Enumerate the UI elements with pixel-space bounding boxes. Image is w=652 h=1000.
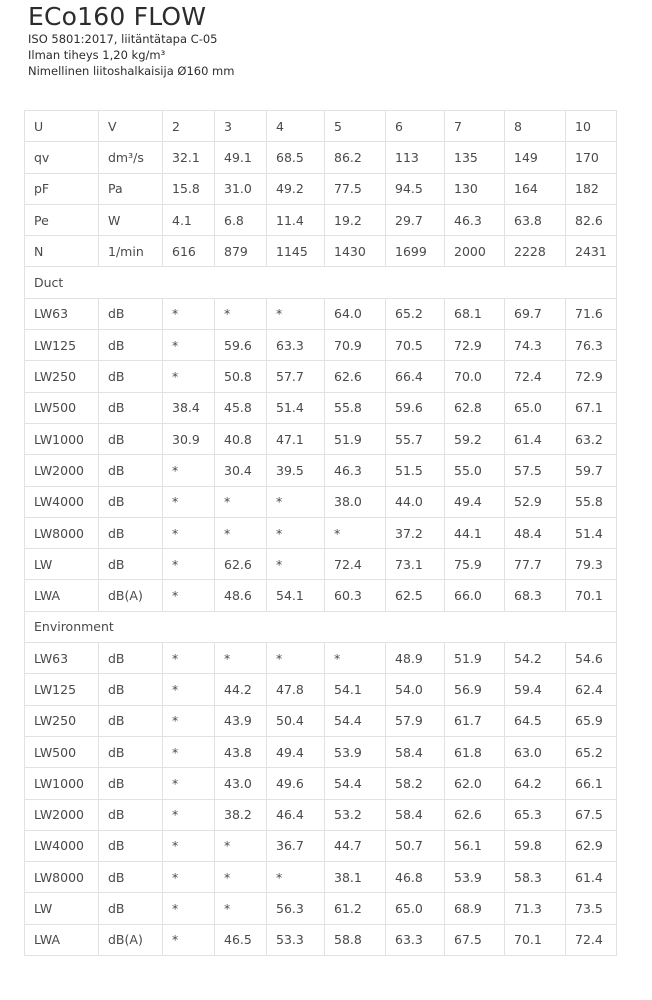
value-cell: * bbox=[325, 517, 386, 548]
value-cell: 2000 bbox=[445, 236, 505, 267]
value-cell: 62.0 bbox=[445, 768, 505, 799]
value-cell: * bbox=[163, 862, 215, 893]
value-cell: * bbox=[267, 643, 325, 674]
value-cell: 149 bbox=[505, 142, 566, 173]
section-label: Environment bbox=[25, 611, 617, 642]
value-cell: 72.9 bbox=[566, 361, 617, 392]
value-cell: 77.7 bbox=[505, 549, 566, 580]
value-cell: 94.5 bbox=[386, 173, 445, 204]
value-cell: 1430 bbox=[325, 236, 386, 267]
value-cell: 59.4 bbox=[505, 674, 566, 705]
value-cell: 65.2 bbox=[386, 298, 445, 329]
table-row bbox=[25, 549, 617, 580]
value-cell: 46.3 bbox=[325, 455, 386, 486]
value-cell: 47.8 bbox=[267, 674, 325, 705]
value-cell: 44.1 bbox=[445, 517, 505, 548]
value-cell: 58.3 bbox=[505, 862, 566, 893]
unit-cell: dB bbox=[99, 830, 163, 861]
value-cell: * bbox=[163, 549, 215, 580]
value-cell: 59.2 bbox=[445, 423, 505, 454]
table-row bbox=[25, 893, 617, 924]
value-cell: 130 bbox=[445, 173, 505, 204]
value-cell: 7 bbox=[445, 111, 505, 142]
row-label-cell: LW1000 bbox=[25, 768, 99, 799]
row-label-cell: LW125 bbox=[25, 674, 99, 705]
value-cell: 86.2 bbox=[325, 142, 386, 173]
table-row bbox=[25, 173, 617, 204]
unit-cell: dB(A) bbox=[99, 580, 163, 611]
table-row bbox=[25, 142, 617, 173]
unit-cell: dB bbox=[99, 298, 163, 329]
value-cell: * bbox=[215, 517, 267, 548]
value-cell: 6 bbox=[386, 111, 445, 142]
value-cell: 164 bbox=[505, 173, 566, 204]
row-label-cell: LW bbox=[25, 893, 99, 924]
unit-cell: Pa bbox=[99, 173, 163, 204]
value-cell: 2 bbox=[163, 111, 215, 142]
value-cell: 38.2 bbox=[215, 799, 267, 830]
section-row bbox=[25, 267, 617, 298]
value-cell: * bbox=[267, 486, 325, 517]
table-row bbox=[25, 455, 617, 486]
value-cell: 19.2 bbox=[325, 204, 386, 235]
value-cell: 46.3 bbox=[445, 204, 505, 235]
header-row bbox=[25, 111, 617, 142]
section-row bbox=[25, 611, 617, 642]
value-cell: * bbox=[215, 830, 267, 861]
value-cell: 55.0 bbox=[445, 455, 505, 486]
value-cell: 58.4 bbox=[386, 736, 445, 767]
value-cell: 65.2 bbox=[566, 736, 617, 767]
row-label-cell: LW8000 bbox=[25, 862, 99, 893]
value-cell: * bbox=[163, 674, 215, 705]
value-cell: 72.4 bbox=[566, 924, 617, 955]
performance-table-body bbox=[25, 111, 617, 956]
value-cell: 3 bbox=[215, 111, 267, 142]
value-cell: 59.6 bbox=[215, 330, 267, 361]
unit-cell: dB bbox=[99, 423, 163, 454]
value-cell: * bbox=[163, 799, 215, 830]
value-cell: 51.9 bbox=[325, 423, 386, 454]
value-cell: * bbox=[163, 330, 215, 361]
value-cell: * bbox=[267, 549, 325, 580]
unit-cell: dB bbox=[99, 893, 163, 924]
value-cell: 11.4 bbox=[267, 204, 325, 235]
value-cell: 54.4 bbox=[325, 768, 386, 799]
value-cell: * bbox=[267, 862, 325, 893]
value-cell: 55.8 bbox=[566, 486, 617, 517]
value-cell: 113 bbox=[386, 142, 445, 173]
unit-cell: dm³/s bbox=[99, 142, 163, 173]
value-cell: * bbox=[215, 893, 267, 924]
unit-cell: dB bbox=[99, 330, 163, 361]
table-row bbox=[25, 736, 617, 767]
value-cell: 135 bbox=[445, 142, 505, 173]
value-cell: 32.1 bbox=[163, 142, 215, 173]
value-cell: 66.0 bbox=[445, 580, 505, 611]
value-cell: 68.9 bbox=[445, 893, 505, 924]
table-row bbox=[25, 799, 617, 830]
value-cell: 69.7 bbox=[505, 298, 566, 329]
value-cell: 70.9 bbox=[325, 330, 386, 361]
table-row bbox=[25, 580, 617, 611]
value-cell: 70.5 bbox=[386, 330, 445, 361]
value-cell: 51.5 bbox=[386, 455, 445, 486]
value-cell: * bbox=[215, 862, 267, 893]
value-cell: 63.8 bbox=[505, 204, 566, 235]
row-label-cell: LW63 bbox=[25, 643, 99, 674]
value-cell: * bbox=[215, 486, 267, 517]
value-cell: 4 bbox=[267, 111, 325, 142]
row-label-cell: LW500 bbox=[25, 392, 99, 423]
table-row bbox=[25, 862, 617, 893]
value-cell: 67.1 bbox=[566, 392, 617, 423]
value-cell: 48.9 bbox=[386, 643, 445, 674]
table-row bbox=[25, 361, 617, 392]
value-cell: * bbox=[163, 924, 215, 955]
value-cell: 50.7 bbox=[386, 830, 445, 861]
unit-cell: dB bbox=[99, 705, 163, 736]
value-cell: 70.1 bbox=[505, 924, 566, 955]
value-cell: 66.4 bbox=[386, 361, 445, 392]
value-cell: 62.9 bbox=[566, 830, 617, 861]
value-cell: 59.6 bbox=[386, 392, 445, 423]
value-cell: 2228 bbox=[505, 236, 566, 267]
value-cell: 54.2 bbox=[505, 643, 566, 674]
value-cell: 62.8 bbox=[445, 392, 505, 423]
table-row bbox=[25, 392, 617, 423]
value-cell: * bbox=[163, 893, 215, 924]
value-cell: 38.1 bbox=[325, 862, 386, 893]
value-cell: 48.6 bbox=[215, 580, 267, 611]
value-cell: * bbox=[215, 298, 267, 329]
value-cell: 59.7 bbox=[566, 455, 617, 486]
value-cell: 36.7 bbox=[267, 830, 325, 861]
value-cell: 66.1 bbox=[566, 768, 617, 799]
value-cell: 67.5 bbox=[445, 924, 505, 955]
product-title: ECo160 FLOW bbox=[28, 2, 207, 31]
value-cell: 49.4 bbox=[445, 486, 505, 517]
unit-cell: dB bbox=[99, 361, 163, 392]
value-cell: 38.0 bbox=[325, 486, 386, 517]
value-cell: 77.5 bbox=[325, 173, 386, 204]
value-cell: 49.6 bbox=[267, 768, 325, 799]
value-cell: 49.1 bbox=[215, 142, 267, 173]
row-label-cell: Pe bbox=[25, 204, 99, 235]
table-row bbox=[25, 517, 617, 548]
unit-cell: dB bbox=[99, 549, 163, 580]
value-cell: * bbox=[163, 486, 215, 517]
value-cell: 70.0 bbox=[445, 361, 505, 392]
unit-cell: dB bbox=[99, 674, 163, 705]
unit-cell: dB bbox=[99, 799, 163, 830]
value-cell: 37.2 bbox=[386, 517, 445, 548]
row-label-cell: LW2000 bbox=[25, 455, 99, 486]
value-cell: 62.5 bbox=[386, 580, 445, 611]
value-cell: 63.2 bbox=[566, 423, 617, 454]
value-cell: 73.5 bbox=[566, 893, 617, 924]
value-cell: 1699 bbox=[386, 236, 445, 267]
value-cell: 64.5 bbox=[505, 705, 566, 736]
value-cell: 54.6 bbox=[566, 643, 617, 674]
value-cell: 68.3 bbox=[505, 580, 566, 611]
row-label-cell: LWA bbox=[25, 924, 99, 955]
row-label-cell: LW4000 bbox=[25, 830, 99, 861]
value-cell: 43.8 bbox=[215, 736, 267, 767]
value-cell: 1145 bbox=[267, 236, 325, 267]
value-cell: 59.8 bbox=[505, 830, 566, 861]
value-cell: 63.3 bbox=[386, 924, 445, 955]
value-cell: 51.4 bbox=[566, 517, 617, 548]
value-cell: 44.0 bbox=[386, 486, 445, 517]
table-row bbox=[25, 298, 617, 329]
value-cell: 50.4 bbox=[267, 705, 325, 736]
table-row bbox=[25, 674, 617, 705]
table-row bbox=[25, 705, 617, 736]
value-cell: 51.9 bbox=[445, 643, 505, 674]
value-cell: 61.4 bbox=[505, 423, 566, 454]
value-cell: 73.1 bbox=[386, 549, 445, 580]
value-cell: 170 bbox=[566, 142, 617, 173]
value-cell: 53.9 bbox=[325, 736, 386, 767]
value-cell: 76.3 bbox=[566, 330, 617, 361]
unit-cell: W bbox=[99, 204, 163, 235]
value-cell: 68.5 bbox=[267, 142, 325, 173]
unit-cell: dB bbox=[99, 455, 163, 486]
value-cell: * bbox=[267, 517, 325, 548]
row-label-cell: LW8000 bbox=[25, 517, 99, 548]
value-cell: 53.2 bbox=[325, 799, 386, 830]
value-cell: 65.0 bbox=[505, 392, 566, 423]
value-cell: 39.5 bbox=[267, 455, 325, 486]
row-label-cell: LW63 bbox=[25, 298, 99, 329]
value-cell: * bbox=[267, 298, 325, 329]
spec-line-standard: ISO 5801:2017, liitäntätapa C-05 bbox=[28, 32, 218, 46]
value-cell: 2431 bbox=[566, 236, 617, 267]
table-row bbox=[25, 924, 617, 955]
value-cell: 61.2 bbox=[325, 893, 386, 924]
value-cell: 64.2 bbox=[505, 768, 566, 799]
value-cell: 79.3 bbox=[566, 549, 617, 580]
value-cell: 61.8 bbox=[445, 736, 505, 767]
row-label-cell: LW4000 bbox=[25, 486, 99, 517]
value-cell: * bbox=[163, 455, 215, 486]
value-cell: 72.9 bbox=[445, 330, 505, 361]
value-cell: 62.6 bbox=[325, 361, 386, 392]
value-cell: 29.7 bbox=[386, 204, 445, 235]
value-cell: 64.0 bbox=[325, 298, 386, 329]
value-cell: * bbox=[325, 643, 386, 674]
value-cell: 53.9 bbox=[445, 862, 505, 893]
value-cell: * bbox=[163, 705, 215, 736]
table-row bbox=[25, 330, 617, 361]
value-cell: 72.4 bbox=[325, 549, 386, 580]
value-cell: 60.3 bbox=[325, 580, 386, 611]
value-cell: 45.8 bbox=[215, 392, 267, 423]
unit-cell: dB bbox=[99, 517, 163, 548]
value-cell: 65.3 bbox=[505, 799, 566, 830]
unit-cell: dB bbox=[99, 392, 163, 423]
value-cell: 56.3 bbox=[267, 893, 325, 924]
value-cell: * bbox=[163, 736, 215, 767]
value-cell: 8 bbox=[505, 111, 566, 142]
value-cell: 63.3 bbox=[267, 330, 325, 361]
value-cell: 616 bbox=[163, 236, 215, 267]
value-cell: 182 bbox=[566, 173, 617, 204]
table-row bbox=[25, 830, 617, 861]
value-cell: 52.9 bbox=[505, 486, 566, 517]
value-cell: * bbox=[163, 298, 215, 329]
table-row bbox=[25, 236, 617, 267]
value-cell: 10 bbox=[566, 111, 617, 142]
table-row bbox=[25, 768, 617, 799]
value-cell: 71.3 bbox=[505, 893, 566, 924]
value-cell: 879 bbox=[215, 236, 267, 267]
unit-cell: dB bbox=[99, 643, 163, 674]
table-row bbox=[25, 423, 617, 454]
value-cell: 44.2 bbox=[215, 674, 267, 705]
value-cell: 47.1 bbox=[267, 423, 325, 454]
value-cell: 54.0 bbox=[386, 674, 445, 705]
value-cell: 48.4 bbox=[505, 517, 566, 548]
row-label-cell: LW1000 bbox=[25, 423, 99, 454]
unit-cell: V bbox=[99, 111, 163, 142]
value-cell: * bbox=[163, 580, 215, 611]
value-cell: 58.2 bbox=[386, 768, 445, 799]
row-label-cell: pF bbox=[25, 173, 99, 204]
value-cell: 43.9 bbox=[215, 705, 267, 736]
row-label-cell: qv bbox=[25, 142, 99, 173]
value-cell: 51.4 bbox=[267, 392, 325, 423]
section-label: Duct bbox=[25, 267, 617, 298]
spec-line-nominal-diameter: Nimellinen liitoshalkaisija Ø160 mm bbox=[28, 64, 235, 78]
value-cell: 55.7 bbox=[386, 423, 445, 454]
value-cell: 38.4 bbox=[163, 392, 215, 423]
row-label-cell: LW125 bbox=[25, 330, 99, 361]
value-cell: 82.6 bbox=[566, 204, 617, 235]
value-cell: 61.4 bbox=[566, 862, 617, 893]
value-cell: 56.1 bbox=[445, 830, 505, 861]
value-cell: 43.0 bbox=[215, 768, 267, 799]
value-cell: 31.0 bbox=[215, 173, 267, 204]
performance-table bbox=[24, 110, 617, 956]
value-cell: 49.4 bbox=[267, 736, 325, 767]
value-cell: 70.1 bbox=[566, 580, 617, 611]
value-cell: 15.8 bbox=[163, 173, 215, 204]
value-cell: 5 bbox=[325, 111, 386, 142]
value-cell: 57.7 bbox=[267, 361, 325, 392]
value-cell: 74.3 bbox=[505, 330, 566, 361]
value-cell: 55.8 bbox=[325, 392, 386, 423]
value-cell: 57.9 bbox=[386, 705, 445, 736]
value-cell: 57.5 bbox=[505, 455, 566, 486]
row-label-cell: N bbox=[25, 236, 99, 267]
value-cell: 44.7 bbox=[325, 830, 386, 861]
row-label-cell: LW bbox=[25, 549, 99, 580]
value-cell: 71.6 bbox=[566, 298, 617, 329]
value-cell: * bbox=[163, 643, 215, 674]
value-cell: 50.8 bbox=[215, 361, 267, 392]
table-row bbox=[25, 486, 617, 517]
row-label-cell: LW250 bbox=[25, 705, 99, 736]
value-cell: 62.4 bbox=[566, 674, 617, 705]
value-cell: 46.8 bbox=[386, 862, 445, 893]
value-cell: 4.1 bbox=[163, 204, 215, 235]
row-label-cell: LW250 bbox=[25, 361, 99, 392]
value-cell: 46.4 bbox=[267, 799, 325, 830]
value-cell: 67.5 bbox=[566, 799, 617, 830]
unit-cell: dB bbox=[99, 486, 163, 517]
value-cell: 58.8 bbox=[325, 924, 386, 955]
unit-cell: dB bbox=[99, 768, 163, 799]
table-row bbox=[25, 643, 617, 674]
value-cell: * bbox=[163, 830, 215, 861]
value-cell: 30.4 bbox=[215, 455, 267, 486]
value-cell: 54.4 bbox=[325, 705, 386, 736]
unit-cell: dB bbox=[99, 736, 163, 767]
unit-cell: dB bbox=[99, 862, 163, 893]
value-cell: 75.9 bbox=[445, 549, 505, 580]
value-cell: * bbox=[163, 768, 215, 799]
value-cell: 68.1 bbox=[445, 298, 505, 329]
table-row bbox=[25, 204, 617, 235]
value-cell: * bbox=[163, 517, 215, 548]
value-cell: 40.8 bbox=[215, 423, 267, 454]
unit-cell: dB(A) bbox=[99, 924, 163, 955]
row-label-cell: LW2000 bbox=[25, 799, 99, 830]
value-cell: 30.9 bbox=[163, 423, 215, 454]
value-cell: 46.5 bbox=[215, 924, 267, 955]
value-cell: * bbox=[163, 361, 215, 392]
row-label-cell: LW500 bbox=[25, 736, 99, 767]
value-cell: 65.0 bbox=[386, 893, 445, 924]
value-cell: 62.6 bbox=[445, 799, 505, 830]
value-cell: 54.1 bbox=[325, 674, 386, 705]
value-cell: 72.4 bbox=[505, 361, 566, 392]
value-cell: 54.1 bbox=[267, 580, 325, 611]
spec-line-air-density: Ilman tiheys 1,20 kg/m³ bbox=[28, 48, 166, 62]
row-label-cell: LWA bbox=[25, 580, 99, 611]
value-cell: 58.4 bbox=[386, 799, 445, 830]
value-cell: 65.9 bbox=[566, 705, 617, 736]
value-cell: 62.6 bbox=[215, 549, 267, 580]
document-header bbox=[28, 2, 234, 79]
value-cell: 61.7 bbox=[445, 705, 505, 736]
value-cell: 63.0 bbox=[505, 736, 566, 767]
value-cell: 56.9 bbox=[445, 674, 505, 705]
value-cell: 53.3 bbox=[267, 924, 325, 955]
value-cell: 49.2 bbox=[267, 173, 325, 204]
value-cell: 6.8 bbox=[215, 204, 267, 235]
row-label-cell: U bbox=[25, 111, 99, 142]
unit-cell: 1/min bbox=[99, 236, 163, 267]
value-cell: * bbox=[215, 643, 267, 674]
